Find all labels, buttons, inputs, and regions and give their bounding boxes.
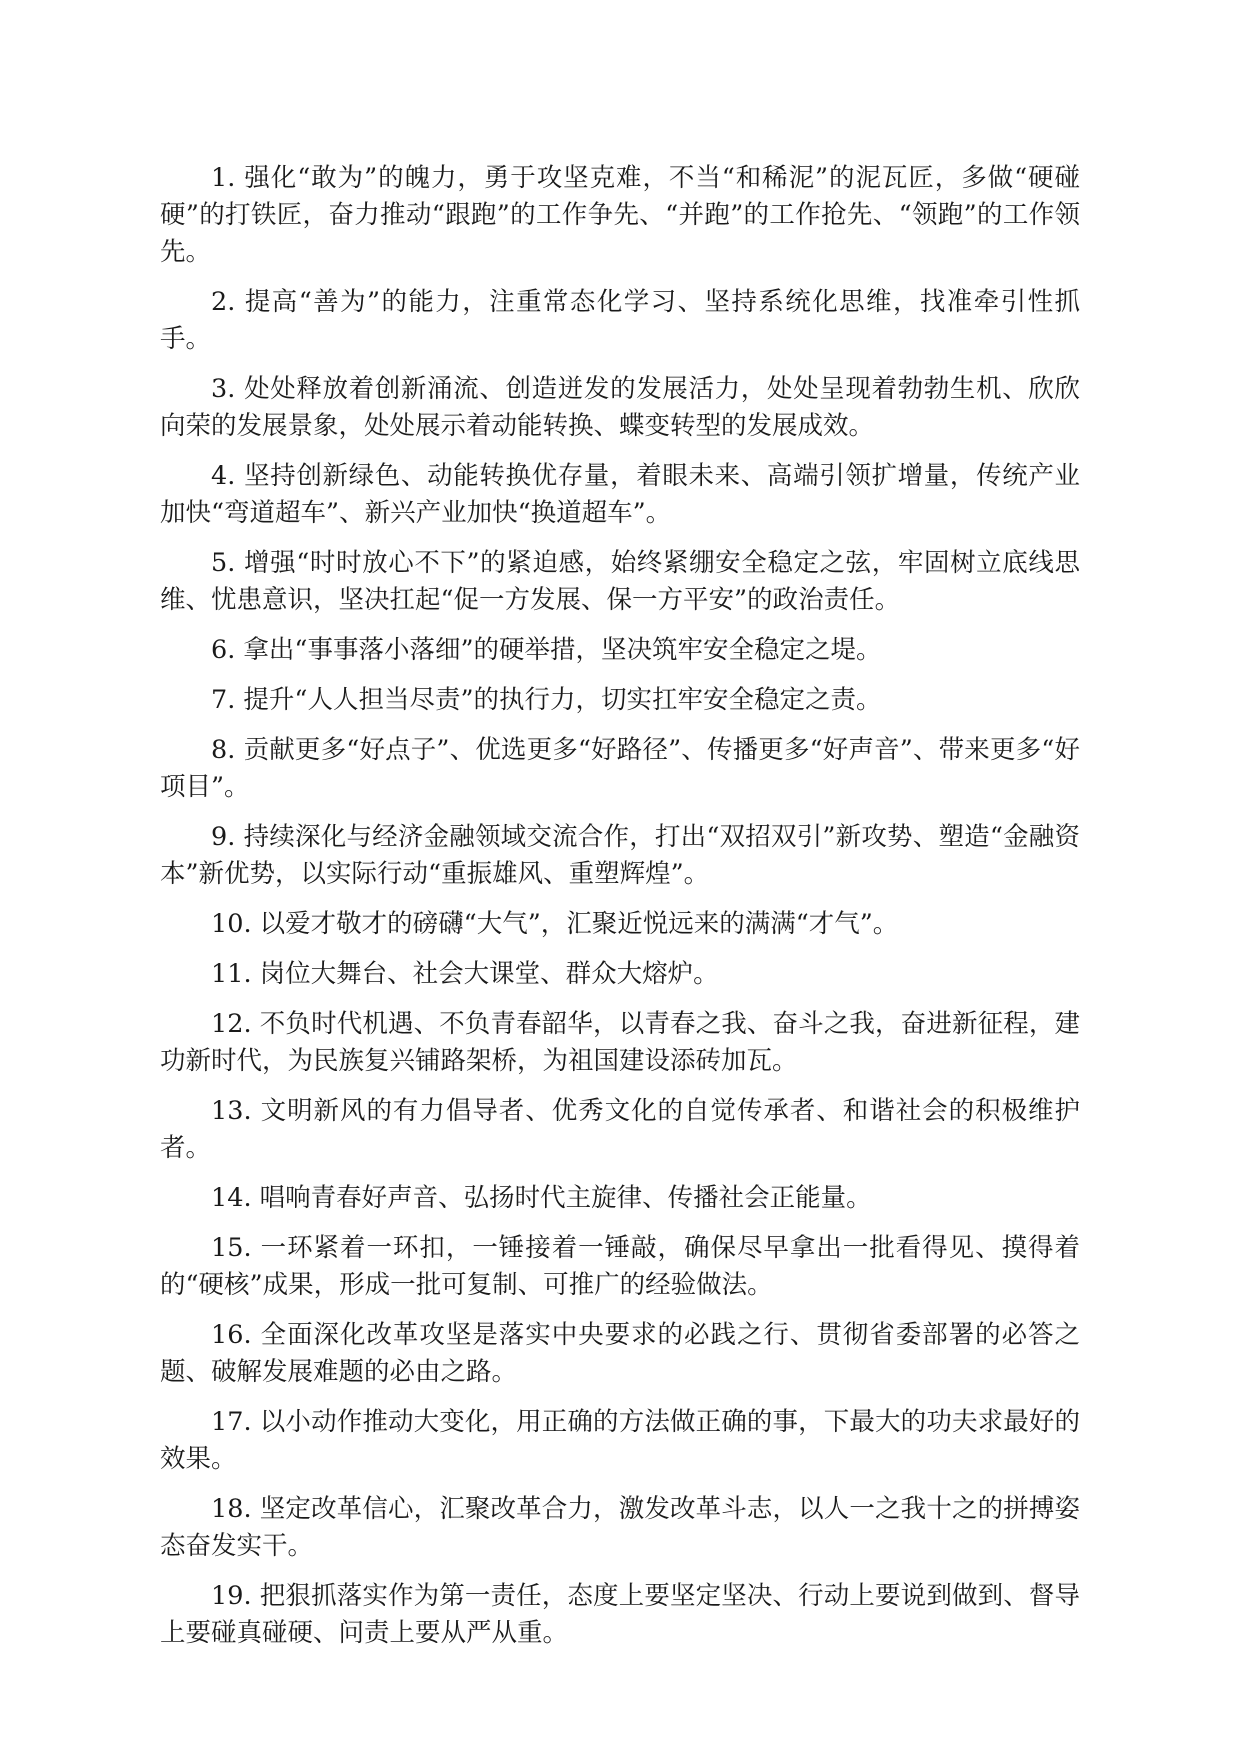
list-item: 16. 全面深化改革攻坚是落实中央要求的必践之行、贯彻省委部署的必答之题、破解发展难题的必由之路。 (160, 1320, 1080, 1387)
list-item: 4. 坚持创新绿色、动能转换优存量，着眼未来、高端引领扩增量，传统产业加快“弯道超车”、新兴产业加快“换道超车”。 (160, 461, 1080, 528)
list-item: 14. 唱响青春好声音、弘扬时代主旋律、传播社会正能量。 (211, 1183, 872, 1213)
list-item: 3. 处处释放着创新涌流、创造迸发的发展活力，处处呈现着勃勃生机、欣欣向荣的发展景象，处处展示着动能转换、蝶变转型的发展成效。 (160, 374, 1080, 441)
list-item: 18. 坚定改革信心，汇聚改革合力，激发改革斗志，以人一之我十之的拼搏姿态奋发实干。 (160, 1494, 1080, 1561)
list-item: 13. 文明新风的有力倡导者、优秀文化的自觉传承者、和谐社会的积极维护者。 (160, 1096, 1080, 1163)
list-item: 8. 贡献更多“好点子”、优选更多“好路径”、传播更多“好声音”、带来更多“好项目”。 (160, 735, 1080, 802)
list-item: 12. 不负时代机遇、不负青春韶华，以青春之我、奋斗之我，奋进新征程，建功新时代，为民族复兴铺路架桥，为祖国建设添砖加瓦。 (160, 1009, 1080, 1076)
list-item: 15. 一环紧着一环扣，一锤接着一锤敲，确保尽早拿出一批看得见、摸得着的“硬核”成果，形成一批可复制、可推广的经验做法。 (160, 1233, 1080, 1300)
list-item: 9. 持续深化与经济金融领域交流合作，打出“双招双引”新攻势、塑造“金融资本”新优势，以实际行动“重振雄风、重塑辉煌”。 (160, 822, 1080, 889)
list-item: 5. 增强“时时放心不下”的紧迫感，始终紧绷安全稳定之弦，牢固树立底线思维、忧患意识，坚决扛起“促一方发展、保一方平安”的政治责任。 (160, 548, 1080, 615)
list-item: 19. 把狠抓落实作为第一责任，态度上要坚定坚决、行动上要说到做到、督导上要碰真碰硬、问责上要从严从重。 (160, 1581, 1080, 1648)
list-item: 11. 岗位大舞台、社会大课堂、群众大熔炉。 (211, 959, 719, 989)
list-item: 17. 以小动作推动大变化，用正确的方法做正确的事，下最大的功夫求最好的效果。 (160, 1407, 1080, 1474)
list-item: 1. 强化“敢为”的魄力，勇于攻坚克难，不当“和稀泥”的泥瓦匠，多做“硬碰硬”的打铁匠，奋力推动“跟跑”的工作争先、“并跑”的工作抢先、“领跑”的工作领先。 (160, 163, 1080, 267)
list-item: 6. 拿出“事事落小落细”的硬举措，坚决筑牢安全稳定之堤。 (211, 635, 882, 665)
list-item: 2. 提高“善为”的能力，注重常态化学习、坚持系统化思维，找准牵引性抓手。 (160, 287, 1080, 354)
document-body (160, 160, 1080, 1665)
list-item: 7. 提升“人人担当尽责”的执行力，切实扛牢安全稳定之责。 (211, 685, 882, 715)
list-item: 10. 以爱才敬才的磅礴“大气”，汇聚近悦远来的满满“才气”。 (211, 909, 899, 939)
